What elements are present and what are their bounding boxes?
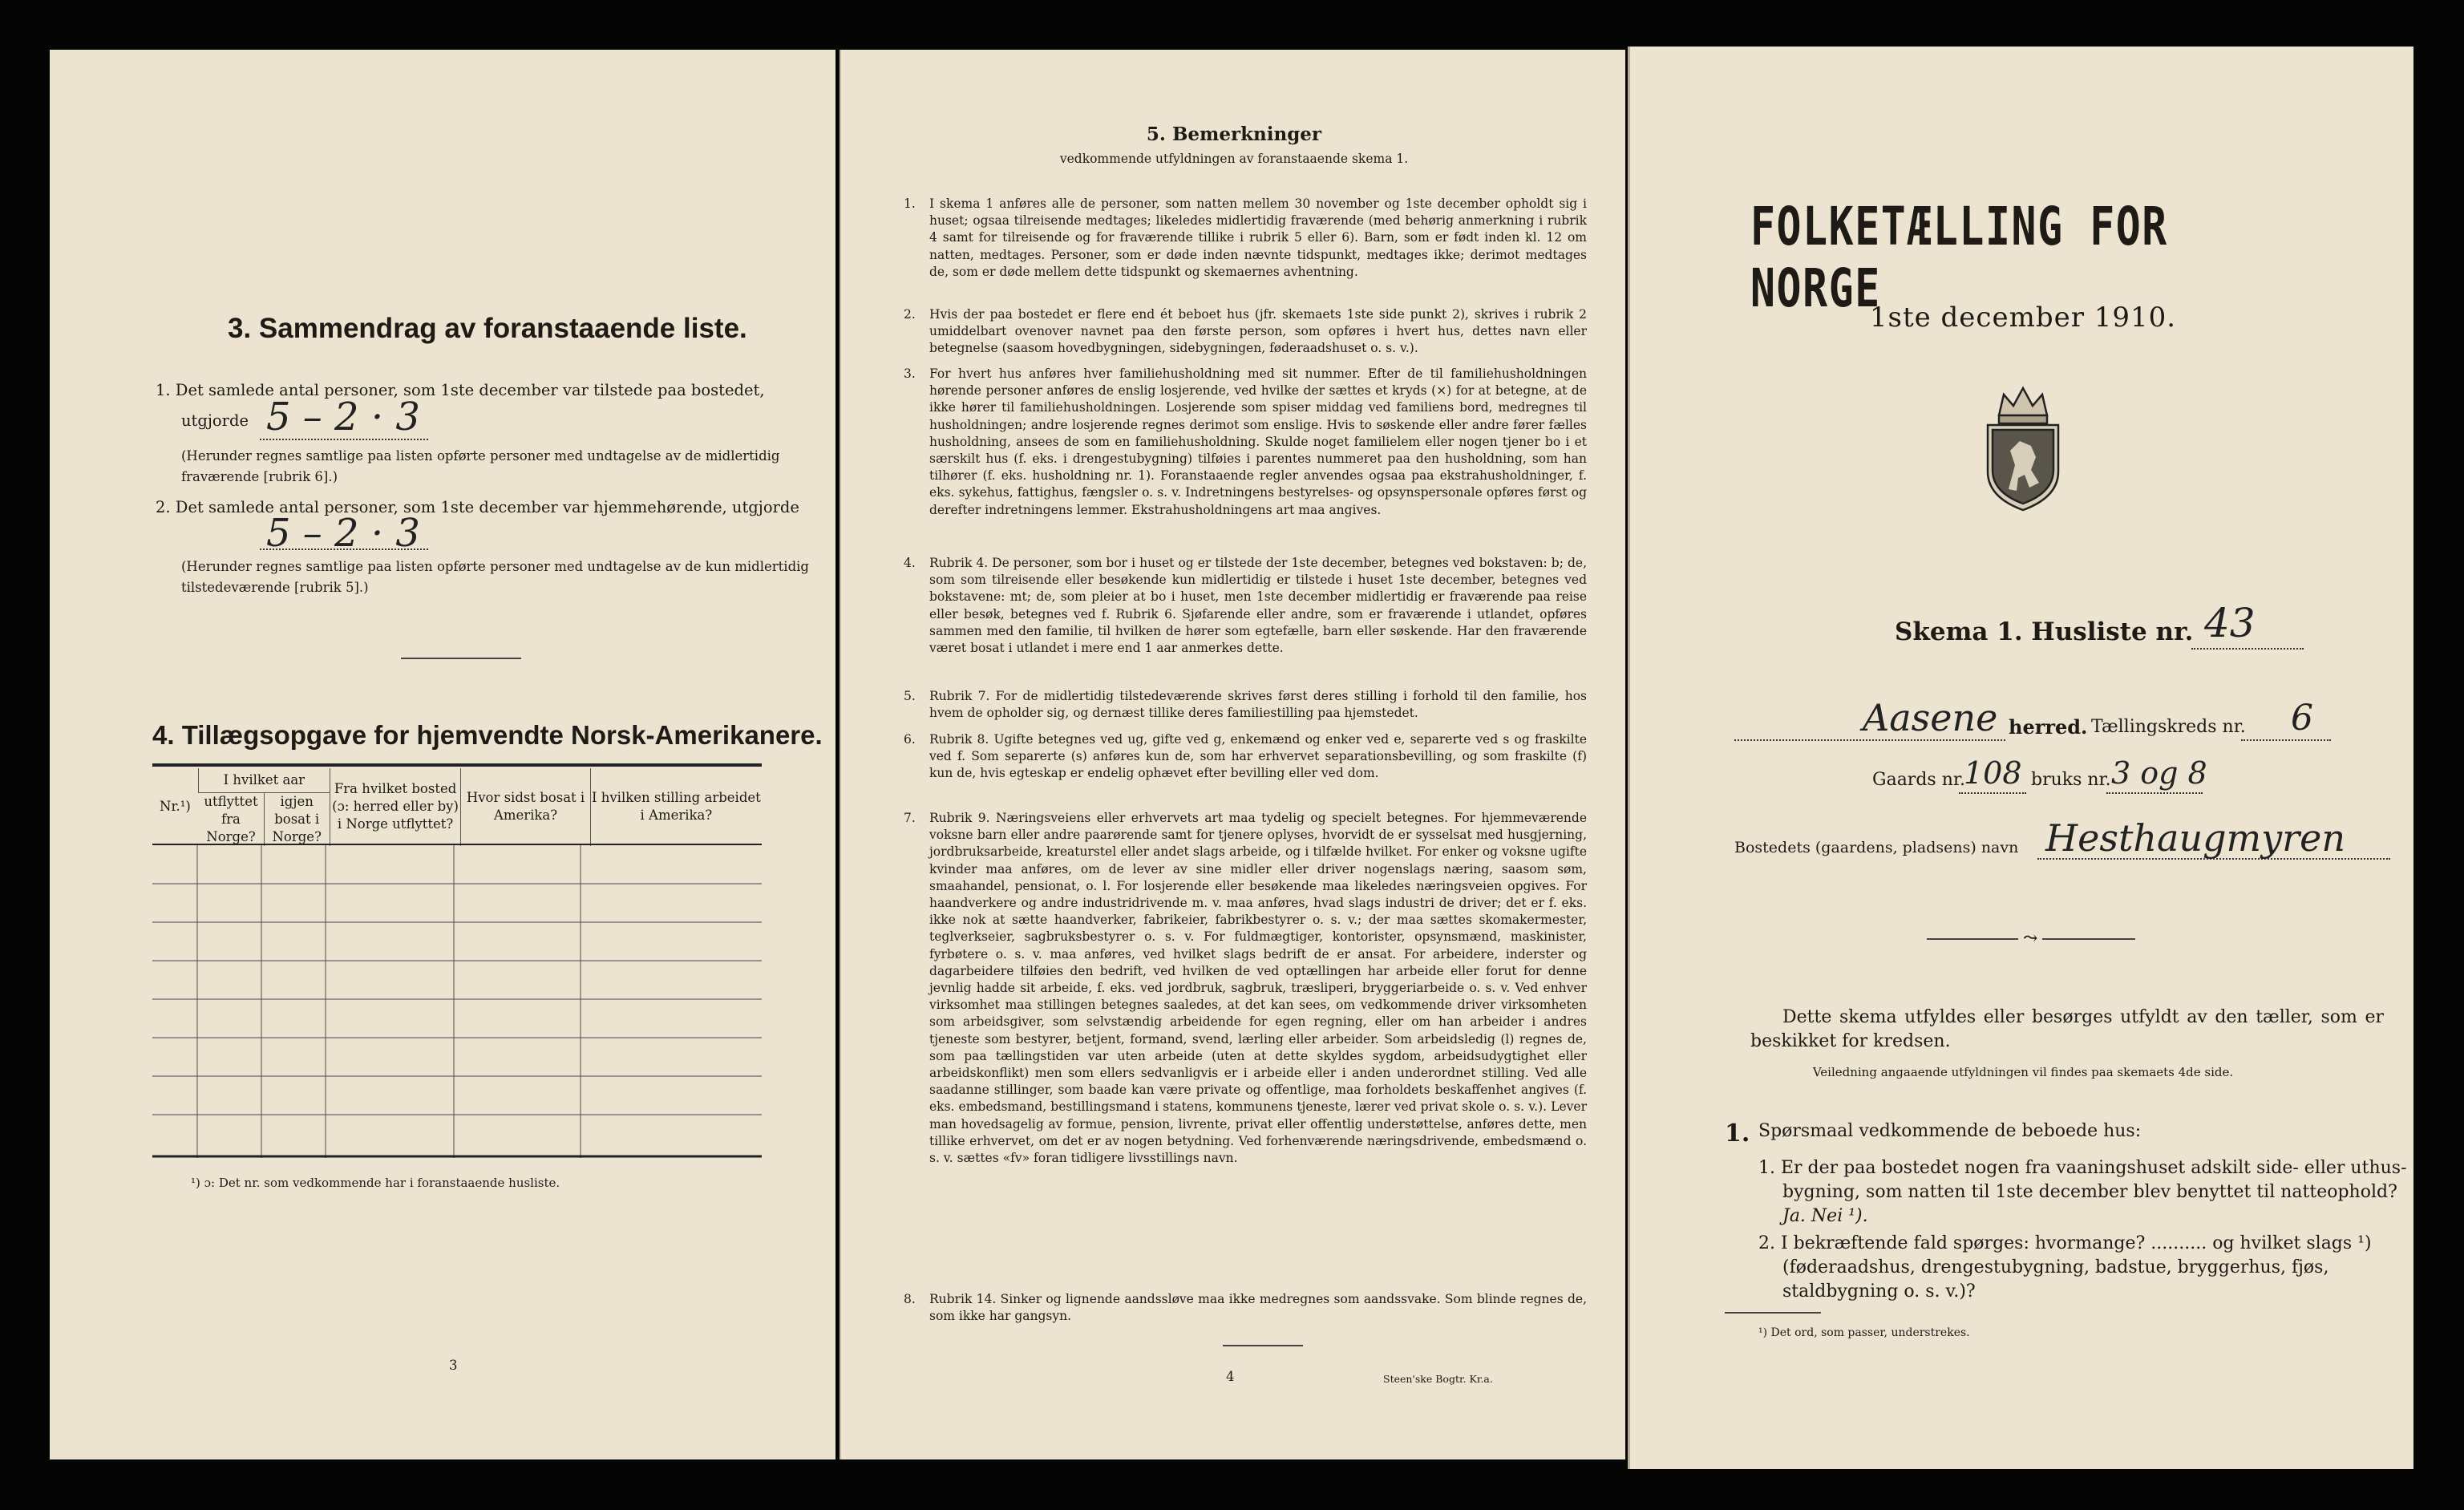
remark-num: 5. — [904, 689, 916, 703]
col-group-year: I hvilket aar — [198, 768, 330, 792]
question-1-answer: Ja. Nei ¹). — [1782, 1206, 1868, 1226]
col-from: Fra hvilket bosted (ɔ: herred eller by) i Norge utflyttet? — [330, 768, 460, 846]
intro-text: Dette skema utfyldes eller besørges utfyldt av den tæller, som er beskikket for kredsen. — [1750, 1007, 2384, 1051]
section3-title: 3. Sammendrag av foranstaaende liste. — [228, 313, 747, 344]
table-top-rule — [152, 763, 762, 767]
kreds-dotline — [2241, 739, 2331, 741]
remark-8 — [904, 1291, 1587, 1325]
remark-2 — [904, 306, 1587, 358]
remark-text: Rubrik 4. De personer, som bor i huset og er tilstede der 1ste december, betegnes ved bokstaven: b; de, som som tilreisende eller besøkende kun midlertidig er tilstede i huset 1ste december, betegnes ved bokstavene: mt; de, som pleier at bo i huset, men 1ste december midlertidig er fraværende paa reise eller besøk, betegnes ved f. Rubrik 6. Sjøfarende eller andre, som er fraværende i utlandet, opføres sammen med den familie, til hvilken de hører som egtefælle, barn eller søskende. Har den fraværende været bosat i utlandet i mere end 1 aar anmerkes dette. — [929, 556, 1587, 656]
bosted-value: Hesthaugmyren — [2045, 816, 2345, 860]
remark-num: 7. — [904, 811, 916, 825]
item1-value: 5 – 2 · 3 — [266, 395, 420, 439]
section4-title: 4. Tillægsopgave for hjemvendte Norsk-Amerikanere. — [152, 720, 823, 750]
main-title: FOLKETÆLLING FOR NORGE — [1750, 196, 2168, 319]
footnote: ¹) Det ord, som passer, understrekes. — [1758, 1326, 1970, 1339]
remark-text: Rubrik 14. Sinker og lignende aandssløve maa ikke medregnes som aandssvake. Som blinde regnes de, som ikke har gangsyn. — [929, 1292, 1587, 1324]
item1-prefix: utgjorde — [181, 411, 249, 430]
kreds-value: 6 — [2291, 698, 2313, 739]
table-body-grid — [152, 845, 762, 1158]
remark-num: 6. — [904, 732, 916, 747]
remarks-subtitle: vedkommende utfyldningen av foranstaaende skema 1. — [1059, 152, 1409, 166]
remark-text: Rubrik 8. Ugifte betegnes ved ug, gifte ved g, enkemænd og enker ved e, separerte ved s og fraskilte ved f. Som separerte (s) anføres kun de, som har erhvervet separationsbevilling, og som fraskilte (f) kun de, hvis egteskap er endelig ophævet efter bevilling eller ved dom. — [929, 732, 1587, 781]
page-left — [50, 50, 835, 1459]
husliste-dotline — [2191, 648, 2304, 650]
page-right — [1628, 47, 2413, 1469]
remark-7 — [904, 810, 1587, 1167]
remark-num: 2. — [904, 307, 916, 322]
item1-text: 1. Det samlede antal personer, som 1ste december var tilstede paa bostedet, — [156, 381, 765, 399]
remark-text: Rubrik 9. Næringsveiens eller erhvervets art maa tydelig og specielt betegnes. For hjemmeværende voksne barn eller andre paarørende samt for tjenere oplyses, hvorvidt de er sysselsat med husgjerning, jordbruksarbeide, kreaturstel eller andet slags arbeide, og i tilfælde hvilket. For enker og voksne ugifte kvinder maa anføres, om de lever av sine midler eller driver nogenslags næring, saasom søm, smaahandel, pensionat, o. l. For losjerende eller besøkende maa likeledes næringsveien opgives. For haandverkere og andre industridrivende m. v. maa anføres, hvad slags industri de driver; det er f. eks. ikke nok at sætte haandverker, fabrikeier, fabrikbestyrer o. s. v.; der maa sættes skomakermester, teglverkseier, sagbruksbestyrer o. s. v. For fuldmægtiger, kontorister, opsynsmænd, maskinister, fyrbøtere o. s. v. maa anføres, ved hvilket slags bedrift de er ansat. For arbeidere, inderster og dagarbeidere tilføies den bedrift, ved hvilken de ved optællingen har arbeide eller forut for denne jevnlig hadde sit arbeide, f. eks. ved jordbruk, sagbruk, træsliperi, bryggeriarbeide o. s. v. Ved enhver virksomhet maa stillingen betegnes saaledes, at det kan sees, om vedkommende driver virksomheten som arbeidsgiver, som selvstændig arbeidende for egen regning, eller om han arbeider i andres tjeneste som bestyrer, betjent, formand, svend, lærling eller arbeider. Som arbeidsledig (l) regnes de, som paa tællingstiden var uten arbeide (uten at dette skyldes sygdom, arbeidsudygtighet eller arbeidskonflikt) men som ellers sedvanligvis er i arbeide eller i anden underordnet stilling. Ved alle saadanne stillinger, som baade kan være private og offentlige, maa forholdets beskaffenhet angives (f. eks. embedsmand, bestillingsmand i statens, kommunens tjeneste, lærer ved privat skole o. s. v.). Lever man hovedsagelig av formue, pension, livrente, privat eller offentlig understøttelse, anføres dette, men tillike erhvervet, om det er av nogen betydning. Ved forhenværende næringsdrivende, embedsmænd o. s. v. sættes «fv» foran tidligere livsstillings navn. — [929, 811, 1587, 1166]
gaards-value: 108 — [1964, 755, 2022, 791]
divider — [401, 658, 521, 659]
remark-text: I skema 1 anføres alle de personer, som natten mellem 30 november og 1ste december opholdt sig i huset; ogsaa tilreisende medtages; likeledes midlertidig fraværende (med behørig anmerkning i rubrik 4 samt for tilreisende og for fraværende tillike i rubrik 5 eller 6). Barn, som er født inden kl. 12 om natten, medtages. Personer, som er døde inden nævnte tidspunkt, medtages ikke; derimot medtages de, som er døde mellem dette tidspunkt og skemaernes avhentning. — [929, 196, 1587, 279]
kreds-label: Tællingskreds nr. — [2091, 717, 2246, 737]
remark-1 — [904, 196, 1587, 281]
page-middle — [840, 50, 1625, 1459]
question-1 — [1758, 1156, 2408, 1229]
remark-4 — [904, 555, 1587, 657]
remarks-title: 5. Bemerkninger — [1146, 123, 1322, 145]
col-back: igjen bosat i Norge? — [264, 792, 330, 846]
remark-num: 4. — [904, 556, 916, 570]
gaards-dotline — [1959, 792, 2026, 794]
ornament-icon: ⤳ — [2018, 929, 2042, 949]
returnees-table — [152, 768, 762, 846]
remark-text: Hvis der paa bostedet er flere end ét beboet hus (jfr. skemaets 1ste side punkt 2), skrives i rubrik 2 umiddelbart ovenover navnet paa den første person, som opføres i hvert hus, dettes navn eller betegnelse (saasom hovedbygningen, sidebygningen, føderaadshuset o. s. v.). — [929, 307, 1587, 356]
herred-label: herred. — [2009, 715, 2088, 739]
skema-label: Skema 1. Husliste nr. — [1895, 617, 2194, 646]
item2-note: (Herunder regnes samtlige paa listen opførte personer med undtagelse av de kun midlertidig tilstedeværende [rubrik 5].) — [181, 559, 809, 595]
page-number: 4 — [1226, 1369, 1235, 1384]
intro-small: Veiledning angaaende utfyldningen vil findes paa skemaets 4de side. — [1812, 1065, 2234, 1079]
item2-value: 5 – 2 · 3 — [266, 511, 420, 556]
gaards-label: Gaards nr. — [1872, 770, 1965, 790]
remark-num: 1. — [904, 196, 916, 211]
bosted-label: Bostedets (gaardens, pladsens) navn — [1734, 839, 2019, 856]
remark-text: For hvert hus anføres hver familiehusholdning med sit nummer. Efter de til familiehusholdningen hørende personer anføres de enslig losjerende, ved hvilke der sættes et kryds (×) for at betegne, at de ikke hører til familiehusholdningen. Losjerende som spiser middag ved familiens bord, medregnes til husholdningen; andre losjerende regnes derimot som enslige. Hvis to søskende eller andre fører fælles husholdning, ansees de som en familiehusholdning. Skulde noget familielem eller nogen tjener bo i et særskilt hus (f. eks. i drengestubygning) tilføies i parentes nummeret paa den husholdning, som han tilhører (f. eks. husholdning nr. 1). Foranstaaende regler anvendes ogsaa paa ekstrahusholdninger, f. eks. sykehus, fattighus, fængsler o. s. v. Indretningens bestyrelses- og opsynspersonale opføres først og derefter indretningens lemmer. Ekstrahusholdningens art maa angives. — [929, 366, 1587, 517]
q-heading-num: 1. — [1725, 1119, 1750, 1148]
remark-6 — [904, 731, 1587, 783]
footnote-rule — [1725, 1312, 1821, 1314]
husliste-nr: 43 — [2204, 600, 2256, 646]
end-rule — [1223, 1345, 1303, 1346]
col-nr: Nr.¹) — [160, 799, 191, 815]
item1-note: (Herunder regnes samtlige paa listen opførte personer med undtagelse av de midlertidig fraværende [rubrik 6].) — [181, 448, 780, 484]
q-heading: Spørsmaal vedkommende de beboede hus: — [1758, 1121, 2142, 1141]
item2-text: 2. Det samlede antal personer, som 1ste december var hjemmehørende, utgjorde — [156, 498, 799, 516]
footnote: ¹) ɔ: Det nr. som vedkommende har i foranstaaende husliste. — [191, 1176, 560, 1190]
col-out: utflyttet fra Norge? — [204, 793, 258, 844]
remark-3 — [904, 366, 1587, 519]
remark-text: Rubrik 7. For de midlertidig tilstedeværende skrives først deres stilling i forhold til den familie, hos hvem de opholder sig, og dernæst tillike deres familiestilling paa hjemstedet. — [929, 689, 1587, 721]
herred-dotline — [1734, 739, 2005, 741]
coat-of-arms-icon — [1975, 377, 2071, 513]
question-1-text: 1. Er der paa bostedet nogen fra vaaningshuset adskilt side- eller uthus-bygning, som natten til 1ste december blev benyttet til natteophold? — [1758, 1158, 2407, 1202]
herred-value: Aasene — [1863, 696, 1998, 739]
col-last: Hvor sidst bosat i Amerika? — [461, 768, 590, 846]
printer-imprint: Steen'ske Bogtr. Kr.a. — [1383, 1373, 1493, 1385]
census-date: 1ste december 1910. — [1869, 302, 2177, 334]
col-job: I hvilken stilling arbeidet i Amerika? — [590, 768, 762, 846]
bruks-value: 3 og 8 — [2111, 755, 2207, 791]
question-2: 2. I bekræftende fald spørges: hvormange? .......... og hvilket slags ¹) (føderaadshus, drengestubygning, badstue, bryggerhus, fjøs, staldbygning o. s. v.)? — [1758, 1233, 2372, 1302]
bruks-dotline — [2106, 792, 2203, 794]
remark-5 — [904, 688, 1587, 722]
remark-num: 3. — [904, 366, 916, 381]
bruks-label: bruks nr. — [2031, 770, 2111, 790]
remark-num: 8. — [904, 1292, 916, 1306]
page-number: 3 — [449, 1358, 458, 1373]
